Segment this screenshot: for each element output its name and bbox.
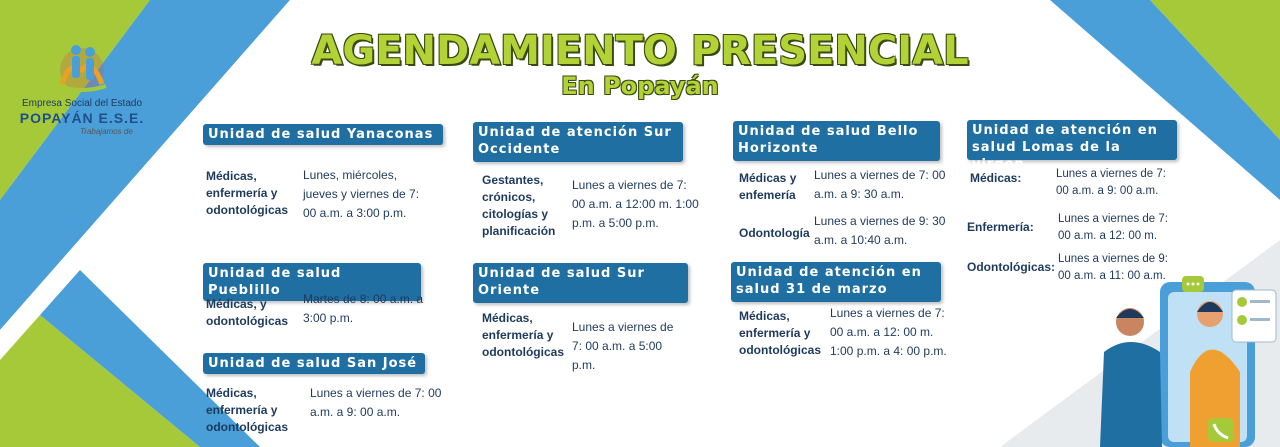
label-bellohorizonte-medicas: Médicas y enfemería [739,171,797,202]
header-bellohorizonte: Unidad de salud Bello Horizonte [733,121,940,161]
schedule-suroriente: Lunes a viernes de 7: 00 a.m. a 5:00 p.m. [572,320,674,372]
label-bellohorizonte-odontologia: Odontología [739,226,810,240]
logo-name-text: POPAYÁN E.S.E. [19,110,145,126]
header-pueblillo: Unidad de salud Pueblillo [203,263,421,301]
schedule-bellohorizonte-odontologia: Lunes a viernes de 9: 30 a.m. a 10:40 a.m. [814,214,946,247]
schedule-suroccidente: Lunes a viernes de 7: 00 a.m. a 12:00 m. 1:00 p.m. a 5:00 p.m. [572,178,699,230]
telemedicine-illustration [1090,272,1280,447]
schedule-lomas-odontologicas: Lunes a viernes de 9: 00 a.m. a 11: 00 a.m. [1058,253,1168,282]
header-lomas: Unidad de atención en salud Lomas de la virgen [967,120,1177,160]
label-lomas-odontologicas: Odontológicas: [967,260,1055,274]
label-suroccidente: Gestantes, crónicos, citologías y planificación [482,173,556,238]
header-yanaconas: Unidad de salud Yanaconas [203,124,443,145]
checklist-icon [1232,290,1276,342]
header-sanjose: Unidad de salud San José [203,353,425,374]
label-sanjose: Médicas, enfermería y odontológicas [206,386,288,434]
schedule-lomas-medicas: Lunes a viernes de 7: 00 a.m. a 9: 00 a.m. [1056,168,1166,197]
label-pueblillo: Médicas, y odontológicas [206,297,288,328]
schedule-sanjose: Lunes a viernes de 7: 00 a.m. a 9: 00 a.m. [310,386,442,419]
label-yanaconas: Médicas, enfermería y odontológicas [206,169,288,217]
schedule-pueblillo: Martes de 8: 00 a.m. a 3:00 p.m. [303,292,424,325]
header-31demarzo: Unidad de atención en salud 31 de marzo [731,262,941,302]
page-subtitle: En Popayán [561,72,719,100]
schedule-31demarzo: Lunes a viernes de 7: 00 a.m. a 12: 00 m. 1:00 p.m. a 4: 00 p.m. [830,306,947,358]
logo-slogan-text: Trabajamos de [80,127,133,136]
page-title: AGENDAMIENTO PRESENCIAL [311,28,969,74]
phone-call-icon [1208,418,1234,442]
label-lomas-enfermeria: Enfermería: [967,220,1034,234]
header-suroriente: Unidad de salud Sur Oriente [473,263,688,303]
label-31demarzo: Médicas, enfermería y odontológicas [739,309,821,357]
schedule-bellohorizonte-medicas: Lunes a viernes de 7: 00 a.m. a 9: 30 a.m. [814,168,946,201]
logo-org-text: Empresa Social del Estado [21,98,143,109]
schedule-yanaconas: Lunes, miércoles, jueves y viernes de 7: 00 a.m. a 3:00 p.m. [303,168,420,220]
header-suroccidente: Unidad de atención Sur Occidente [473,122,683,162]
label-lomas-medicas: Médicas: [970,171,1022,185]
schedule-lomas-enfermeria: Lunes a viernes de 7: 00 a.m. a 12: 00 m. [1058,213,1168,242]
label-suroriente: Médicas, enfermería y odontológicas [482,311,564,359]
